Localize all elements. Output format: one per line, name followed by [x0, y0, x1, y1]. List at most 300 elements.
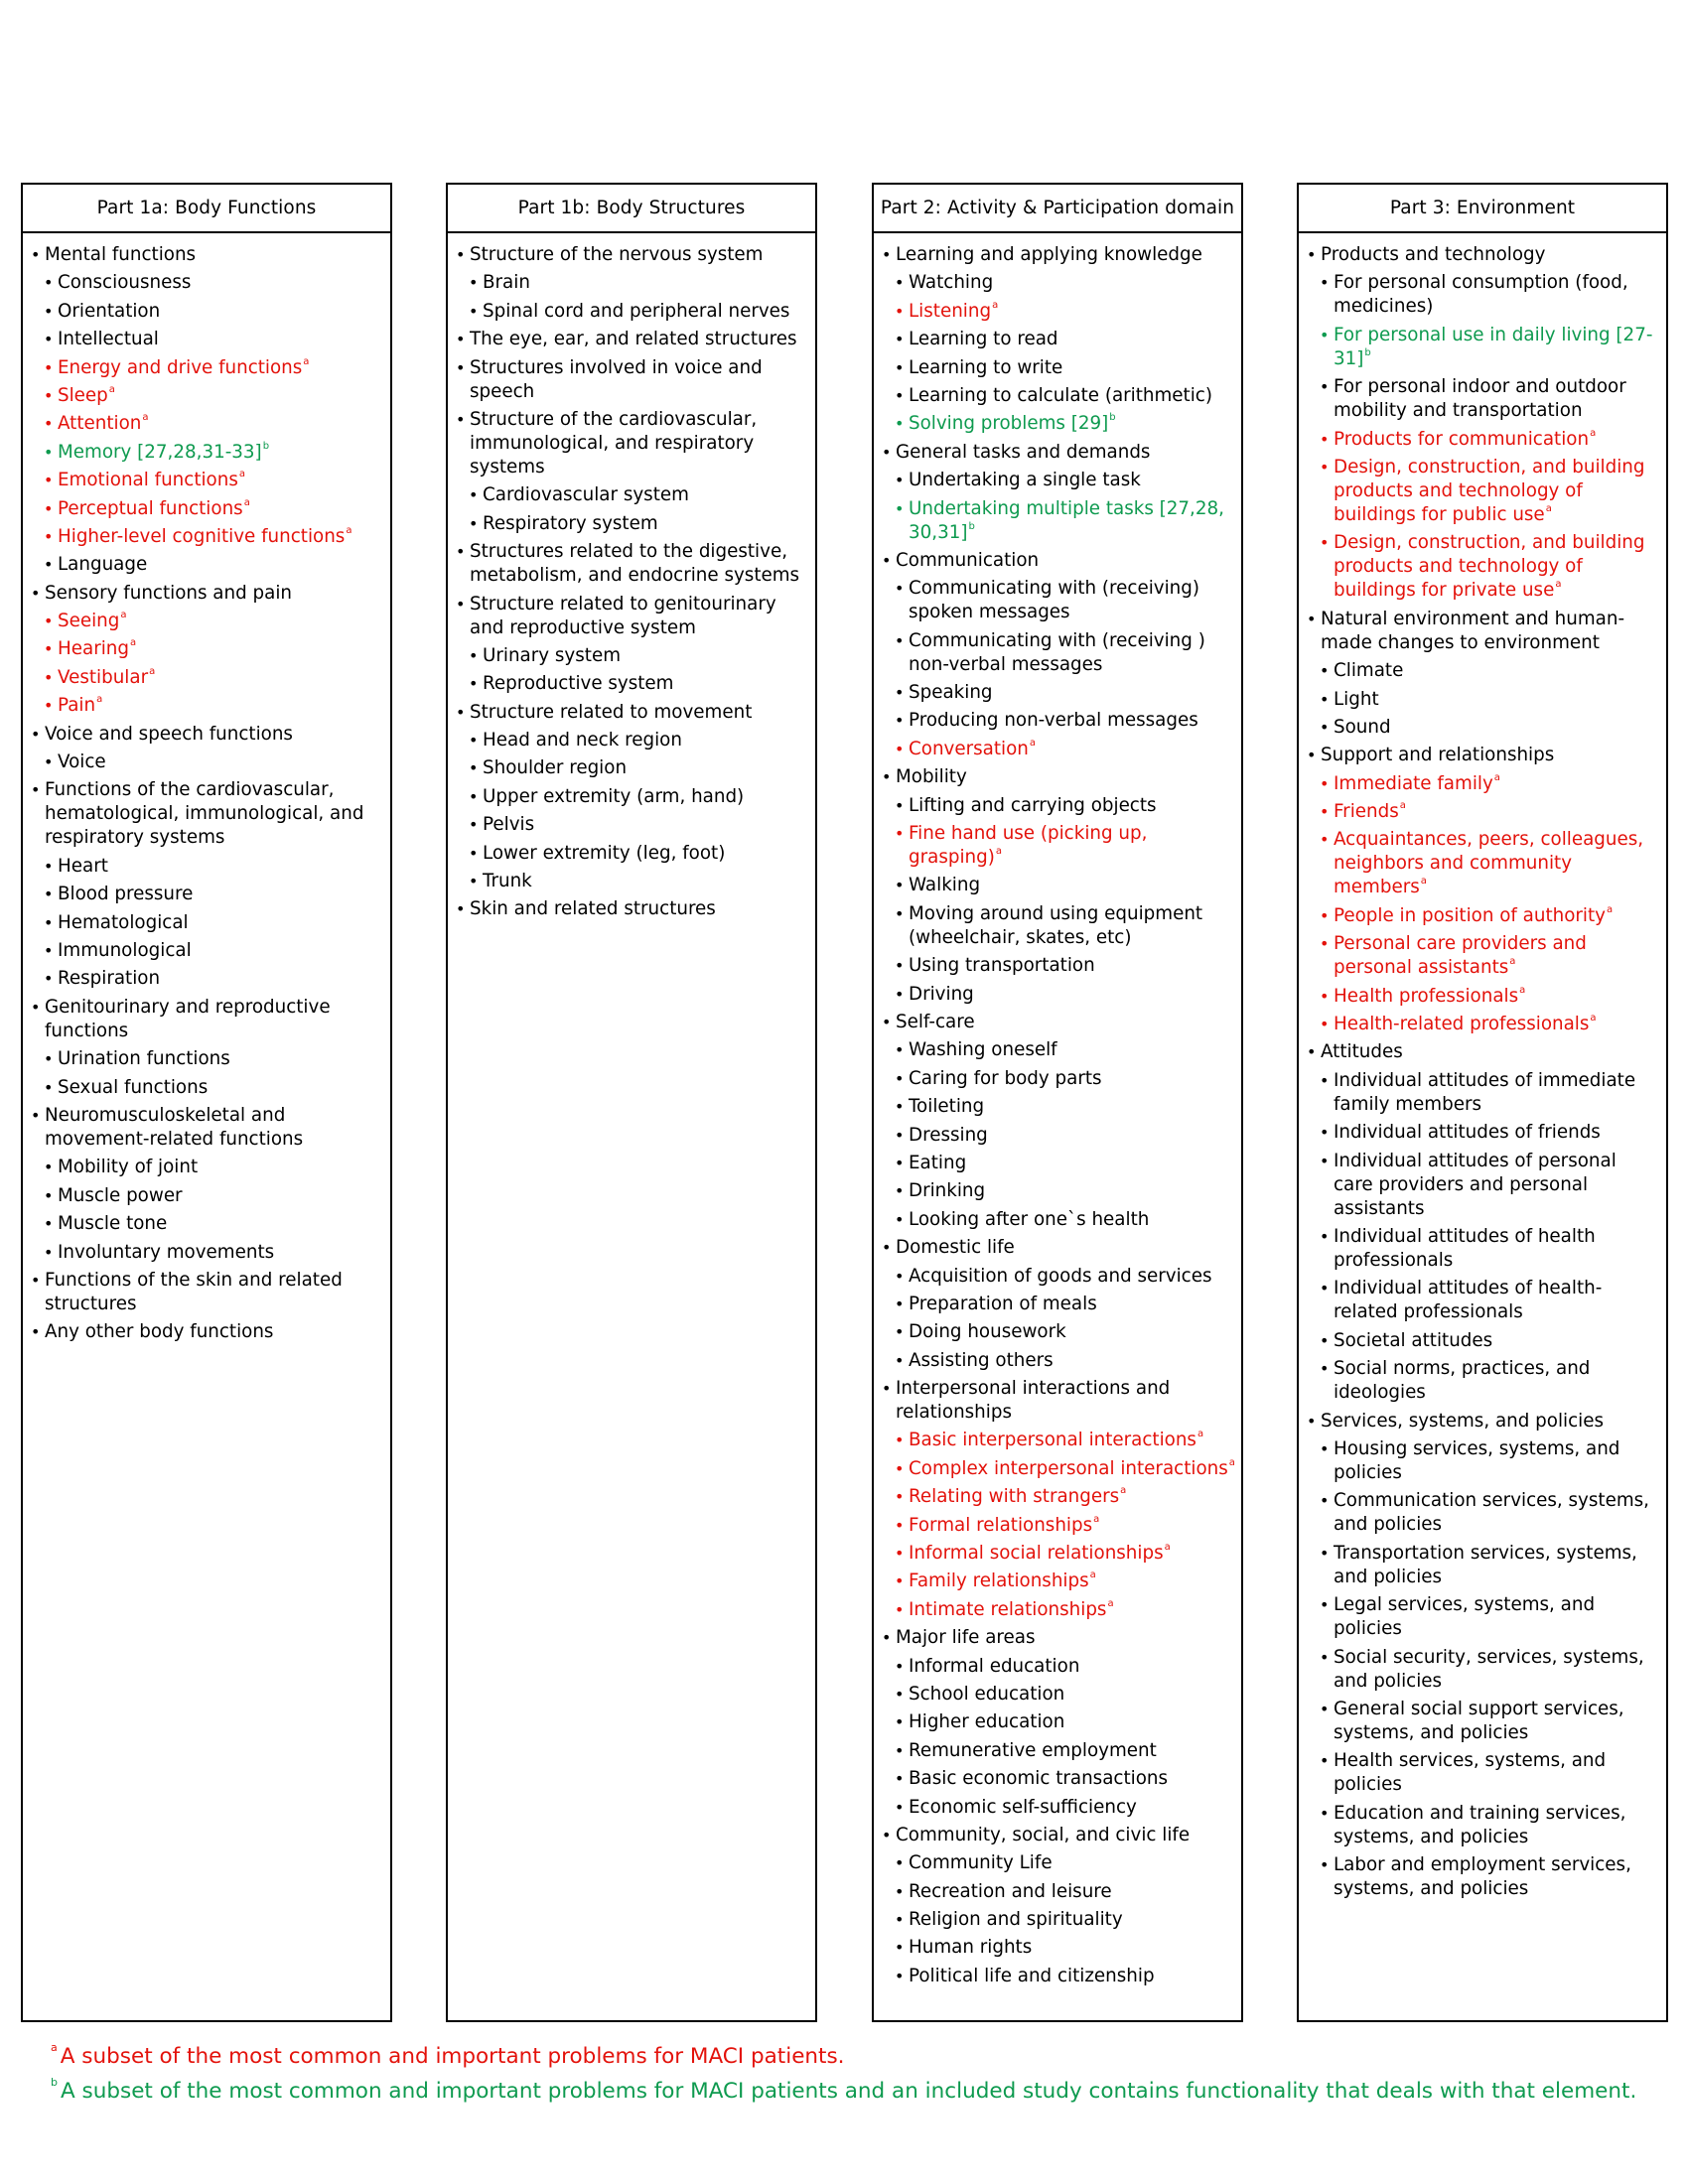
- item-text: Mental functions: [45, 244, 197, 265]
- list-item: [882, 1626, 1235, 1650]
- column-list: [23, 233, 390, 1344]
- list-item: [31, 996, 384, 1043]
- bullet-icon: •: [895, 1938, 905, 1958]
- item-text: Functions of the cardiovascular, hematological, immunological, and respiratory systems: [45, 779, 364, 849]
- bullet-icon: •: [469, 273, 479, 293]
- item-text: Looking after one`s health: [909, 1208, 1150, 1230]
- column-body-structures: [446, 183, 817, 2022]
- item-text: Complex interpersonal interactions: [909, 1457, 1228, 1479]
- bullet-icon: •: [895, 1769, 905, 1789]
- bullet-icon: •: [469, 843, 479, 863]
- item-text: Communicating with (receiving ) non-verbal messages: [909, 629, 1205, 675]
- item-text: Neuromusculoskeletal and movement-related functions: [45, 1104, 304, 1150]
- bullet-icon: •: [895, 1294, 905, 1313]
- item-text: Cardiovascular system: [483, 484, 689, 506]
- list-item: [31, 778, 384, 850]
- item-text: Spinal cord and peripheral nerves: [483, 300, 790, 322]
- item-text: Social norms, practices, and ideologies: [1334, 1358, 1591, 1404]
- list-item: [469, 483, 809, 507]
- item-text: For personal indoor and outdoor mobility and transportation: [1334, 376, 1626, 422]
- item-text: Genitourinary and reproductive functions: [45, 996, 331, 1041]
- bullet-icon: •: [882, 245, 892, 264]
- list-item: [44, 356, 384, 380]
- list-item: [44, 610, 384, 633]
- item-text: Basic economic transactions: [909, 1768, 1169, 1790]
- item-text: Attitudes: [1321, 1041, 1403, 1063]
- item-text: Pelvis: [483, 814, 535, 836]
- footnote-text: A subset of the most common and important problems for MACI patients.: [60, 2044, 845, 2069]
- item-text: Informal education: [909, 1655, 1080, 1677]
- bullet-icon: •: [895, 824, 905, 844]
- footnote-marker: a: [995, 846, 1002, 858]
- list-item: [895, 412, 1235, 436]
- item-text: Structure related to genitourinary and reproductive system: [470, 593, 776, 638]
- list-item: [44, 469, 384, 492]
- list-item: [895, 1038, 1235, 1062]
- bullet-icon: •: [31, 1270, 41, 1290]
- item-text: Major life areas: [896, 1627, 1036, 1649]
- item-text: Voice: [58, 751, 106, 773]
- footnote-marker: a: [1228, 1456, 1235, 1468]
- list-item: [469, 729, 809, 752]
- item-text: Preparation of meals: [909, 1293, 1097, 1314]
- list-item: [456, 408, 809, 479]
- list-item: [895, 271, 1235, 295]
- item-text: Individual attitudes of friends: [1334, 1122, 1601, 1144]
- item-text: Design, construction, and building products and technology of buildings for private use: [1334, 532, 1645, 602]
- bullet-icon: •: [469, 513, 479, 533]
- list-item: [895, 822, 1235, 870]
- item-text: Involuntary movements: [58, 1241, 275, 1263]
- item-text: Community Life: [909, 1852, 1053, 1874]
- item-text: Speaking: [909, 682, 993, 704]
- bullet-icon: •: [44, 555, 54, 575]
- bullet-icon: •: [1320, 429, 1330, 449]
- bullet-icon: •: [1320, 1359, 1330, 1379]
- bullet-icon: •: [1320, 1491, 1330, 1511]
- list-item: [1320, 772, 1660, 796]
- list-item: [882, 441, 1235, 465]
- bullet-icon: •: [895, 1040, 905, 1060]
- bullet-icon: •: [882, 1238, 892, 1258]
- bullet-icon: •: [895, 1910, 905, 1930]
- bullet-icon: •: [1320, 905, 1330, 925]
- item-text: People in position of authority: [1334, 904, 1606, 926]
- item-text: Vestibular: [58, 666, 149, 688]
- bullet-icon: •: [44, 885, 54, 904]
- bullet-icon: •: [1320, 717, 1330, 737]
- list-item: [895, 1710, 1235, 1734]
- footnote-marker: a: [243, 496, 250, 508]
- bullet-icon: •: [1320, 1123, 1330, 1143]
- list-item: [44, 497, 384, 521]
- list-item: [895, 709, 1235, 733]
- item-text: Reproductive system: [483, 673, 674, 695]
- item-text: Learning to calculate (arithmetic): [909, 384, 1212, 406]
- list-item: [895, 794, 1235, 818]
- column-title: Part 2: Activity & Participation domain: [874, 185, 1241, 233]
- list-item: [1320, 1853, 1660, 1901]
- footnote-b: [50, 2076, 1637, 2104]
- item-text: Shoulder region: [483, 757, 628, 779]
- item-text: Acquaintances, peers, colleagues, neighbors and community members: [1334, 829, 1644, 898]
- footnote-marker: a: [1107, 1597, 1114, 1609]
- bullet-icon: •: [1320, 1226, 1330, 1246]
- bullet-icon: •: [44, 385, 54, 405]
- list-item: [469, 870, 809, 893]
- list-item: [895, 1851, 1235, 1875]
- item-text: Individual attitudes of health-related professionals: [1334, 1278, 1603, 1323]
- list-item: [1320, 375, 1660, 423]
- item-text: Products and technology: [1321, 244, 1546, 265]
- item-text: Emotional functions: [58, 470, 238, 491]
- list-item: [895, 1293, 1235, 1316]
- bullet-icon: •: [895, 1209, 905, 1229]
- list-item: [1320, 1802, 1660, 1849]
- bullet-icon: •: [895, 1740, 905, 1760]
- bullet-icon: •: [456, 594, 466, 614]
- bullet-icon: •: [895, 984, 905, 1004]
- bullet-icon: •: [31, 1322, 41, 1342]
- list-item: [895, 681, 1235, 705]
- bullet-icon: •: [469, 674, 479, 694]
- item-text: Hematological: [58, 911, 189, 933]
- item-text: Family relationships: [909, 1570, 1089, 1592]
- item-text: Remunerative employment: [909, 1739, 1157, 1761]
- list-item: [895, 1320, 1235, 1344]
- list-item: [1320, 932, 1660, 980]
- bullet-icon: •: [44, 273, 54, 293]
- bullet-icon: •: [1307, 245, 1317, 264]
- bullet-icon: •: [895, 1515, 905, 1535]
- item-text: Religion and spirituality: [909, 1909, 1123, 1931]
- bullet-icon: •: [456, 357, 466, 377]
- column-activity-participation: [872, 183, 1243, 2022]
- bullet-icon: •: [44, 1185, 54, 1205]
- list-item: [44, 883, 384, 906]
- list-item: [44, 300, 384, 324]
- bullet-icon: •: [44, 1214, 54, 1234]
- item-text: Health services, systems, and policies: [1334, 1750, 1607, 1796]
- footnote-marker: a: [346, 524, 352, 536]
- item-text: Respiration: [58, 968, 161, 990]
- item-text: Labor and employment services, systems, and policies: [1334, 1854, 1631, 1900]
- footnote-marker: a: [108, 383, 115, 395]
- item-text: Higher education: [909, 1711, 1065, 1733]
- item-text: Caring for body parts: [909, 1067, 1102, 1089]
- list-item: [44, 1076, 384, 1100]
- list-item: [895, 1542, 1235, 1566]
- item-text: The eye, ear, and related structures: [470, 329, 797, 350]
- list-item: [469, 300, 809, 324]
- list-item: [1320, 1150, 1660, 1221]
- bullet-icon: •: [44, 471, 54, 490]
- item-text: Functions of the skin and related structures: [45, 1269, 343, 1314]
- item-text: Community, social, and civic life: [896, 1824, 1191, 1845]
- item-text: Structures related to the digestive, metabolism, and endocrine systems: [470, 541, 800, 587]
- bullet-icon: •: [1320, 1438, 1330, 1458]
- list-item: [1320, 271, 1660, 319]
- bullet-icon: •: [882, 1825, 892, 1844]
- item-text: Energy and drive functions: [58, 356, 303, 378]
- item-text: Moving around using equipment (wheelchair, skates, etc): [909, 902, 1203, 948]
- item-text: Sexual functions: [58, 1076, 209, 1098]
- list-item: [456, 701, 809, 725]
- bullet-icon: •: [895, 273, 905, 293]
- list-item: [895, 1457, 1235, 1481]
- item-text: Design, construction, and building products and technology of buildings for public use: [1334, 456, 1645, 525]
- list-item: [1320, 1329, 1660, 1353]
- list-item: [1320, 828, 1660, 899]
- list-item: [882, 243, 1235, 267]
- list-item: [895, 1152, 1235, 1175]
- item-text: Walking: [909, 875, 981, 896]
- bullet-icon: •: [895, 1656, 905, 1676]
- bullet-icon: •: [882, 442, 892, 462]
- bullet-icon: •: [31, 724, 41, 744]
- item-text: Services, systems, and policies: [1321, 1410, 1605, 1432]
- bullet-icon: •: [456, 409, 466, 429]
- bullet-icon: •: [44, 1242, 54, 1262]
- list-item: [456, 356, 809, 404]
- column-title: Part 3: Environment: [1299, 185, 1666, 233]
- item-text: Any other body functions: [45, 1321, 274, 1343]
- bullet-icon: •: [44, 330, 54, 349]
- bullet-icon: •: [895, 1322, 905, 1342]
- item-text: Dressing: [909, 1124, 988, 1146]
- item-text: Muscle tone: [58, 1213, 168, 1235]
- item-text: Housing services, systems, and policies: [1334, 1437, 1620, 1483]
- footnote-marker: a: [1607, 903, 1614, 915]
- bullet-icon: •: [1320, 273, 1330, 293]
- footnote-marker: a: [1399, 800, 1406, 812]
- bullet-icon: •: [44, 1077, 54, 1097]
- list-item: [882, 1824, 1235, 1847]
- footnote-marker: a: [96, 694, 103, 706]
- list-item: [44, 694, 384, 718]
- footnote-marker: a: [1493, 771, 1500, 783]
- bullet-icon: •: [469, 815, 479, 835]
- bullet-icon: •: [44, 856, 54, 876]
- item-text: Education and training services, systems, and policies: [1334, 1802, 1626, 1847]
- footnote-marker: a: [129, 637, 137, 649]
- item-text: Washing oneself: [909, 1039, 1057, 1061]
- item-text: Trunk: [483, 871, 532, 892]
- bullet-icon: •: [895, 471, 905, 490]
- list-item: [44, 1241, 384, 1265]
- list-item: [1320, 1069, 1660, 1117]
- bullet-icon: •: [1307, 609, 1317, 628]
- bullet-icon: •: [1320, 325, 1330, 344]
- item-text: Pain: [58, 695, 96, 717]
- list-item: [895, 1965, 1235, 1988]
- list-item: [31, 582, 384, 606]
- list-item: [44, 328, 384, 351]
- bullet-icon: •: [1320, 1015, 1330, 1034]
- list-item: [44, 441, 384, 465]
- bullet-icon: •: [895, 414, 905, 434]
- list-item: [469, 813, 809, 837]
- list-item: [1320, 800, 1660, 824]
- item-text: Toileting: [909, 1096, 985, 1118]
- bullet-icon: •: [1320, 934, 1330, 954]
- item-text: Structure of the cardiovascular, immunological, and respiratory systems: [470, 408, 758, 478]
- item-text: Fine hand use (picking up, grasping): [909, 823, 1148, 869]
- list-item: [895, 1095, 1235, 1119]
- list-item: [456, 593, 809, 640]
- bullet-icon: •: [1320, 1855, 1330, 1875]
- list-item: [1320, 1646, 1660, 1694]
- list-item: [31, 1104, 384, 1152]
- list-item: [1320, 716, 1660, 740]
- list-item: [44, 1047, 384, 1071]
- bullet-icon: •: [456, 702, 466, 722]
- item-text: Voice and speech functions: [45, 723, 293, 745]
- bullet-icon: •: [895, 739, 905, 758]
- footnote-marker: a: [1590, 427, 1597, 439]
- list-item: [1320, 324, 1660, 371]
- list-item: [1320, 1698, 1660, 1745]
- bullet-icon: •: [44, 696, 54, 716]
- list-item: [895, 1796, 1235, 1820]
- column-list: [874, 233, 1241, 1988]
- item-text: Personal care providers and personal assistants: [1334, 933, 1587, 979]
- list-item: [895, 1349, 1235, 1373]
- item-text: General tasks and demands: [896, 441, 1151, 463]
- bullet-icon: •: [895, 1853, 905, 1873]
- column-title: Part 1b: Body Structures: [448, 185, 815, 233]
- item-text: Drinking: [909, 1180, 986, 1202]
- bullet-icon: •: [895, 1350, 905, 1370]
- list-item: [469, 785, 809, 809]
- bullet-icon: •: [469, 485, 479, 505]
- item-text: Using transportation: [909, 955, 1095, 977]
- item-text: Memory [27,28,31-33]: [58, 441, 262, 463]
- item-text: Political life and citizenship: [909, 1965, 1155, 1986]
- item-text: Relating with strangers: [909, 1486, 1120, 1508]
- footnote-marker: a: [303, 355, 310, 367]
- footnote-marker: a: [238, 469, 245, 480]
- list-item: [895, 738, 1235, 761]
- bullet-icon: •: [895, 1153, 905, 1172]
- column-environment: [1297, 183, 1668, 2022]
- bullet-icon: •: [44, 414, 54, 434]
- list-item: [895, 983, 1235, 1007]
- footnote-marker: a: [1120, 1485, 1127, 1497]
- list-item: [1320, 1225, 1660, 1273]
- item-text: Immunological: [58, 939, 192, 961]
- item-text: Transportation services, systems, and policies: [1334, 1542, 1637, 1587]
- list-item: [469, 756, 809, 780]
- bullet-icon: •: [469, 645, 479, 665]
- bullet-icon: •: [895, 330, 905, 349]
- footnote-marker: a: [1093, 1513, 1100, 1525]
- list-item: [895, 356, 1235, 380]
- list-item: [31, 243, 384, 267]
- bullet-icon: •: [1320, 986, 1330, 1006]
- list-item: [469, 672, 809, 696]
- list-item: [469, 842, 809, 866]
- list-item: [44, 911, 384, 935]
- bullet-icon: •: [1320, 802, 1330, 822]
- bullet-icon: •: [44, 357, 54, 377]
- list-item: [895, 1067, 1235, 1091]
- bullet-icon: •: [882, 1379, 892, 1399]
- bullet-icon: •: [44, 526, 54, 546]
- bullet-icon: •: [895, 1125, 905, 1145]
- list-item: [1320, 659, 1660, 683]
- list-item: [469, 512, 809, 536]
- list-item: [44, 1184, 384, 1208]
- list-item: [895, 629, 1235, 677]
- item-text: Head and neck region: [483, 730, 682, 751]
- item-text: Structure of the nervous system: [470, 244, 764, 265]
- bullet-icon: •: [1320, 1803, 1330, 1823]
- list-item: [1307, 744, 1660, 767]
- bullet-icon: •: [1320, 830, 1330, 850]
- list-item: [44, 751, 384, 774]
- footnote-marker: a: [120, 610, 127, 621]
- item-text: Learning and applying knowledge: [896, 244, 1202, 265]
- bullet-icon: •: [1320, 689, 1330, 709]
- item-text: Acquisition of goods and services: [909, 1265, 1212, 1287]
- item-text: Legal services, systems, and policies: [1334, 1594, 1596, 1640]
- list-item: [44, 855, 384, 879]
- bullet-icon: •: [895, 1797, 905, 1817]
- item-text: Attention: [58, 413, 142, 435]
- bullet-icon: •: [31, 997, 41, 1017]
- footnote-marker: a: [1164, 1542, 1171, 1554]
- item-text: Sleep: [58, 384, 108, 406]
- item-text: Sound: [1334, 716, 1391, 738]
- list-item: [895, 1767, 1235, 1791]
- item-text: Watching: [909, 272, 994, 294]
- footnote-mark: a: [51, 2041, 58, 2054]
- bullet-icon: •: [456, 245, 466, 264]
- bullet-icon: •: [895, 956, 905, 976]
- list-item: [882, 1011, 1235, 1034]
- bullet-icon: •: [895, 1966, 905, 1985]
- bullet-icon: •: [895, 1599, 905, 1619]
- list-item: [44, 1212, 384, 1236]
- bullet-icon: •: [895, 301, 905, 321]
- bullet-icon: •: [895, 1266, 905, 1286]
- footnote-marker: a: [142, 412, 149, 424]
- item-text: Muscle power: [58, 1184, 183, 1206]
- list-item: [895, 469, 1235, 492]
- list-item: [895, 1429, 1235, 1452]
- bullet-icon: •: [469, 758, 479, 778]
- list-item: [44, 271, 384, 295]
- item-text: Natural environment and human-made changes to environment: [1321, 608, 1625, 653]
- bullet-icon: •: [469, 786, 479, 806]
- list-item: [456, 243, 809, 267]
- bullet-icon: •: [1307, 1411, 1317, 1431]
- list-item: [31, 1269, 384, 1316]
- item-text: Formal relationships: [909, 1514, 1093, 1536]
- item-text: Products for communication: [1334, 428, 1590, 450]
- bullet-icon: •: [895, 1684, 905, 1704]
- bullet-icon: •: [1320, 1699, 1330, 1718]
- list-item: [44, 666, 384, 690]
- item-text: Individual attitudes of personal care providers and personal assistants: [1334, 1150, 1617, 1219]
- item-text: Recreation and leisure: [909, 1880, 1112, 1902]
- list-item: [1320, 1121, 1660, 1145]
- list-item: [895, 1514, 1235, 1538]
- list-item: [44, 1156, 384, 1179]
- item-text: Friends: [1334, 801, 1399, 823]
- list-item: [895, 1739, 1235, 1763]
